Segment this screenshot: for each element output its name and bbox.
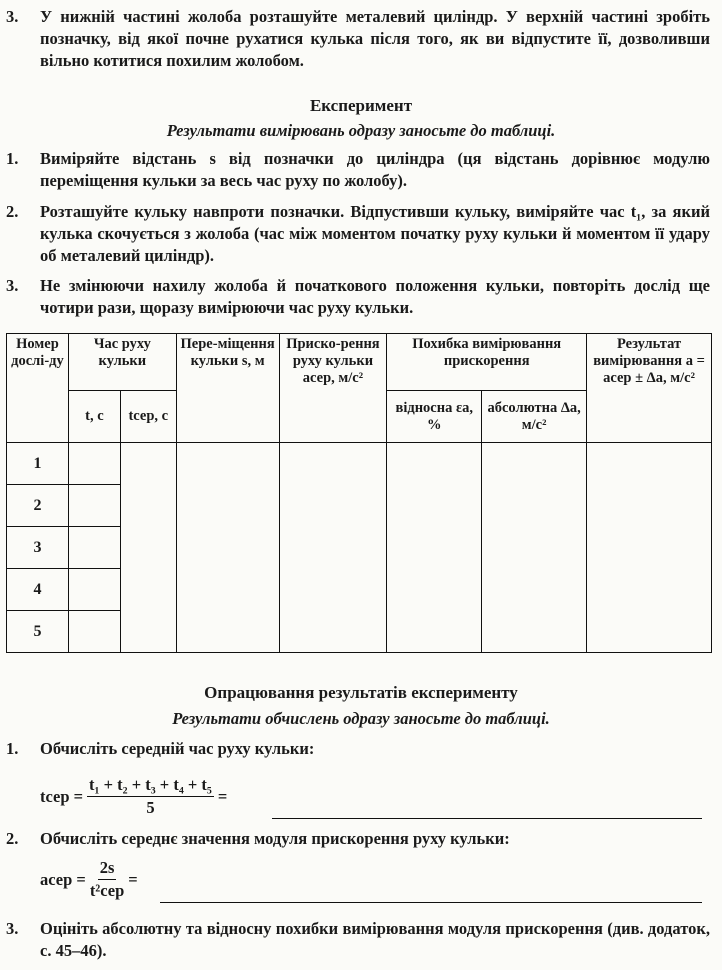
time-cell[interactable] xyxy=(68,485,120,527)
step-number: 1. xyxy=(6,739,19,758)
average-acceleration-formula xyxy=(40,858,138,901)
step-text: Обчисліть середнє значення модуля прискорення руху кульки: xyxy=(40,829,510,848)
header-absolute-error: абсолютна Δa, м/с² xyxy=(482,391,587,443)
header-relative-error: відносна εa, % xyxy=(387,391,482,443)
formula-lhs: aсер = xyxy=(40,869,86,889)
experiment-heading: Експеримент xyxy=(309,96,413,115)
average-time-formula xyxy=(40,775,227,818)
header-acceleration: Приско-рення руху кульки aсер, м/с² xyxy=(279,334,387,443)
time-cell[interactable] xyxy=(68,611,120,653)
step-text: У нижній частині жолоба розташуйте металевий циліндр. У верхній частині зробіть позначку, від якої почне рухатися кулька після того, як ви відпустите її, дозволивши вільно котитися похилим жолобом. xyxy=(40,7,710,70)
experiment-note: Результати вимірювань одразу заносьте до таблиці. xyxy=(166,121,556,140)
answer-line[interactable] xyxy=(272,818,702,819)
formula-fraction xyxy=(87,775,214,818)
step-text: Обчисліть середній час руху кульки: xyxy=(40,739,315,758)
result-cell[interactable] xyxy=(587,443,712,653)
row-number: 5 xyxy=(7,611,69,653)
absolute-error-cell[interactable] xyxy=(482,443,587,653)
row-number: 3 xyxy=(7,527,69,569)
time-cell[interactable] xyxy=(68,527,120,569)
formula-numerator: 2s xyxy=(98,858,117,880)
header-time: Час руху кульки xyxy=(68,334,176,391)
results-table xyxy=(6,333,712,653)
header-displacement: Пере-міщення кульки s, м xyxy=(176,334,279,443)
processing-heading: Опрацювання результатів експерименту xyxy=(204,683,518,702)
intro-step xyxy=(6,6,710,72)
row-number: 1 xyxy=(7,443,69,485)
formula-denominator: 5 xyxy=(146,798,155,817)
experiment-step-2 xyxy=(6,201,710,267)
step-text: Виміряйте відстань s від позначки до циліндра (ця відстань дорівнює модулю переміщення кульки за весь час руху по жолобу). xyxy=(40,149,710,190)
header-error: Похибка вимірювання прискорення xyxy=(387,334,587,391)
step-number: 1. xyxy=(6,149,19,168)
relative-error-cell[interactable] xyxy=(387,443,482,653)
avg-time-cell[interactable] xyxy=(120,443,176,653)
experiment-step-1 xyxy=(6,148,710,192)
acceleration-cell[interactable] xyxy=(279,443,387,653)
header-result: Результат вимірювання a = aсер ± Δa, м/с² xyxy=(587,334,712,443)
formula-lhs: tсер = xyxy=(40,786,84,806)
processing-step-2 xyxy=(6,828,710,850)
formula-equals: = xyxy=(217,786,228,806)
step-text: Не змінюючи нахилу жолоба й початкового положення кульки, повторіть дослід ще чотири рази, щоразу вимірюючи час руху кульки. xyxy=(40,276,710,317)
formula-equals: = xyxy=(128,869,138,889)
displacement-cell[interactable] xyxy=(176,443,279,653)
time-cell[interactable] xyxy=(68,443,120,485)
formula-fraction xyxy=(90,858,124,901)
formula-numerator: t₁ + t₂ + t₃ + t₄ + t₅ xyxy=(87,775,214,797)
header-time-avg: tсер, с xyxy=(120,391,176,443)
row-number: 2 xyxy=(7,485,69,527)
step-number: 3. xyxy=(6,7,19,26)
header-time-t: t, с xyxy=(68,391,120,443)
step-number: 3. xyxy=(6,919,19,938)
processing-step-1 xyxy=(6,738,710,760)
step-text: Оцініть абсолютну та відносну похибки вимірювання модуля прискорення (див. додаток, с. 45–46). xyxy=(40,919,710,960)
answer-line[interactable] xyxy=(160,902,702,903)
step-number: 3. xyxy=(6,276,19,295)
header-trial-number: Номер дослі-ду xyxy=(7,334,69,443)
step-text: Розташуйте кульку навпроти позначки. Відпустивши кульку, виміряйте час t₁, за який кулька скочується з жолоба (час між моментом початку руху кульки й моментом її удару об металевий циліндр). xyxy=(40,202,710,265)
formula-denominator: t²сер xyxy=(89,881,125,900)
experiment-step-3 xyxy=(6,275,710,319)
step-number: 2. xyxy=(6,202,19,221)
time-cell[interactable] xyxy=(68,569,120,611)
step-number: 2. xyxy=(6,829,19,848)
processing-note: Результати обчислень одразу заносьте до таблиці. xyxy=(172,709,550,728)
processing-step-3 xyxy=(6,918,710,962)
row-number: 4 xyxy=(7,569,69,611)
